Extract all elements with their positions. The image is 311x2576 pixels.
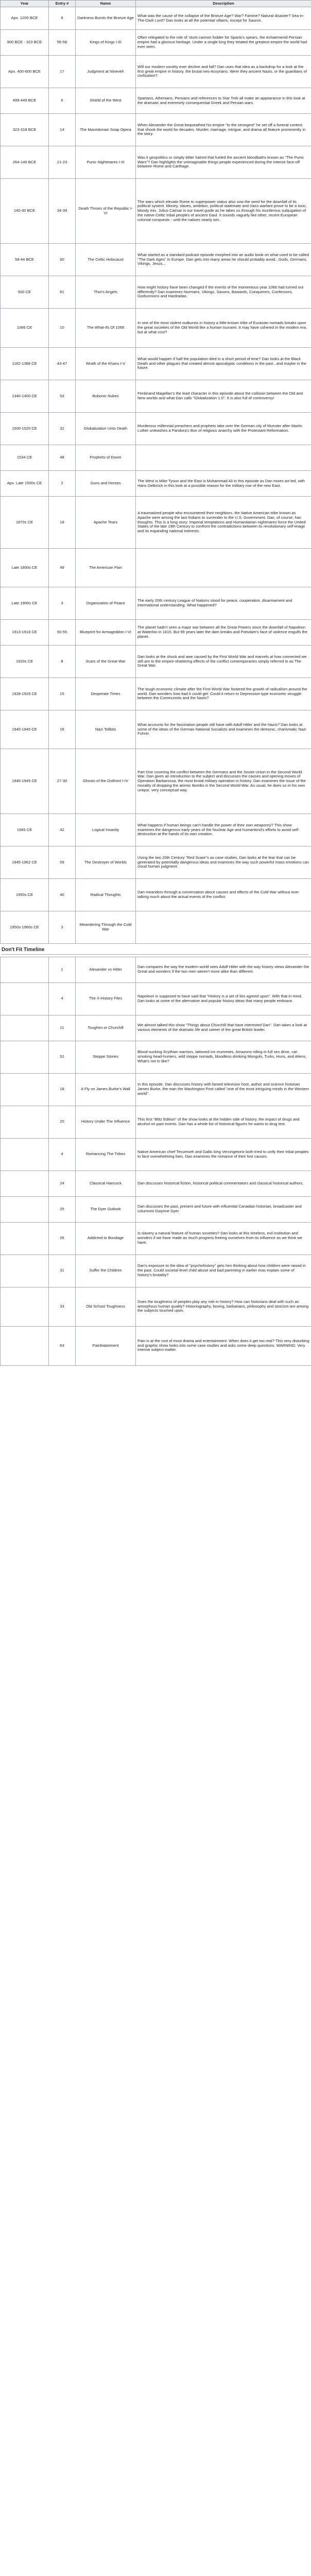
year-cell: 1950s-1960s CE: [1, 911, 49, 944]
table-row: [1, 957, 311, 982]
description-cell: What started as a standard podcast episode morphed into an audio book on what used to be called "The Dark Ages" in Europe. Dan gets into many areas he should probably avoid...Gods, Germans, Vikings, Jesus...: [136, 244, 311, 276]
episode-name-cell: Wrath of the Khans I-V: [76, 348, 136, 380]
entry-number-cell: 3: [49, 587, 76, 620]
year-cell: 499-449 BCE: [1, 88, 49, 114]
episode-name-cell: The American Pain: [76, 549, 136, 587]
table-row: [1, 1106, 311, 1138]
year-cell: [1, 1326, 49, 1365]
description-cell: The planet hadn't seen a major war between all the Great Powers since the downfall of Napoleon at Waterloo in 1815. But 99 years later the dam breaks and Potsdam's face of violence engulfs the planet.: [136, 620, 311, 646]
description-cell: Was it geopolitics or simply bitter hatred that fueled the ancient bloodbaths known as "The Punic Wars"? Dan highlights the unimaginable things people experienced during the intense face-off between Rome and Carthage.: [136, 146, 311, 179]
year-cell: [1, 1196, 49, 1222]
description-cell: Spartans, Athenians, Persians and references to Star Trek all make an appearance in this look at the dramatic and extremely consequential Greek and Persian wars.: [136, 88, 311, 114]
section-heading-dont-fit: Don't Fit Timeline: [2, 947, 308, 955]
year-cell: 1945 CE: [1, 814, 49, 846]
description-cell: The early 20th century League of Nations stood for peace, cooperation, disarmament and international understanding. What happened?: [136, 587, 311, 620]
year-cell: 1928-1929 CE: [1, 678, 49, 710]
episode-name-cell: Prophets of Doom: [76, 445, 136, 471]
table-row: [1, 88, 311, 114]
year-cell: [1, 1041, 49, 1073]
description-cell: The West is Mike Tyson and the East is Muhammad Ali in this episode as Dan mixes art-led, with Hans Delbrück in this look at a possible reason for the military rise of the new East.: [136, 471, 311, 497]
table-row: [1, 114, 311, 146]
episode-name-cell: Judgment at Nineveh: [76, 56, 136, 88]
episode-name-cell: Guns and Horses: [76, 471, 136, 497]
description-cell: In this episode, Dan discusses history with famed television host, author and science historian James Burke, the man the Washington Post called "one of the most intriguing minds in the Western world".: [136, 1073, 311, 1106]
table-row: [1, 445, 311, 471]
entry-number-cell: 63: [49, 1326, 76, 1365]
column-header-entry: Entry #: [49, 1, 76, 7]
description-cell: Blood-sucking Scythian warriors, tattooed ice mummies, Amazons riding in full sex drive, cat-smoking head-hunters, wild steppe nomads, bloodless drinking Mongols, Turks, Huns, and Aliens. What's not to like?: [136, 1041, 311, 1073]
description-cell: Murderous millennial preachers and prophets take over the German city of Munster after Martin Luther unleashes a Pandora's Box of religious anarchy with the Protestant Reformation.: [136, 413, 311, 445]
entry-number-cell: 31: [49, 1255, 76, 1287]
description-cell: Ferdinand Magellan's the lead character in this episode about the collision between the Old and New worlds and what Dan calls "Globalization 1.0". It is also full of controversy!: [136, 380, 311, 413]
episode-name-cell: A Fly on James Burke's Wall: [76, 1073, 136, 1106]
year-cell: 900 BCE - 323 BCE: [1, 30, 49, 56]
entry-number-cell: 21-23: [49, 146, 76, 179]
year-cell: 1066 CE: [1, 309, 49, 348]
entry-number-cell: 24: [49, 1171, 76, 1196]
entry-number-cell: 14: [49, 114, 76, 146]
entry-number-cell: 25: [49, 1196, 76, 1222]
entry-number-cell: 61: [49, 276, 76, 309]
year-cell: Apx. 400-600 BCE: [1, 56, 49, 88]
year-cell: 1950s CE: [1, 879, 49, 911]
entry-number-cell: 15: [49, 678, 76, 710]
year-cell: 500 CE: [1, 276, 49, 309]
table-row: [1, 846, 311, 879]
table-row: [1, 146, 311, 179]
entry-number-cell: 50-55: [49, 620, 76, 646]
entry-number-cell: 17: [49, 56, 76, 88]
episode-name-cell: History Under The Influence: [76, 1106, 136, 1138]
entry-number-cell: 6: [49, 88, 76, 114]
description-cell: We almost talked this show "Things about Churchill that have interested Dan". Dan takes a look at various elements of the dramatic life and career of the great British leader.: [136, 1015, 311, 1041]
table-row: [1, 710, 311, 749]
year-cell: 1920s CE: [1, 646, 49, 678]
episode-name-cell: Ghosts of the Ostfront I-IV: [76, 749, 136, 814]
column-header-description: Description: [136, 1, 311, 7]
entry-number-cell: 60: [49, 244, 76, 276]
table-row: [1, 30, 311, 56]
table-row: [1, 620, 311, 646]
entry-number-cell: 4: [49, 1138, 76, 1171]
episode-name-cell: Desperate Times: [76, 678, 136, 710]
entry-number-cell: 9: [49, 7, 76, 30]
episode-name-cell: Scars of the Great War: [76, 646, 136, 678]
table-row: [1, 911, 311, 944]
episode-name-cell: Blueprint for Armageddon I-VI: [76, 620, 136, 646]
episode-name-cell: Classical Hancock: [76, 1171, 136, 1196]
entry-number-cell: 43-47: [49, 348, 76, 380]
description-cell: The wars which elevate Rome to superpower status also sow the seed for the downfall of its political system. Money, slaves, ambition, political stalemate and class warfare prove to be a toxic, bloody mix. Julius Caesar is our travel guide as he takes us through his murderous subjugation of the native Celtic tribal peoples of ancient Gaul. It sounds vaguely like other, recent European colonial conquests - until the natives nearly win.: [136, 179, 311, 244]
episode-name-cell: The X-History Files: [76, 982, 136, 1015]
table-row: [1, 471, 311, 497]
entry-number-cell: 16: [49, 710, 76, 749]
table-row: [1, 1255, 311, 1287]
column-header-name: Name: [76, 1, 136, 7]
entry-number-cell: 56-58: [49, 30, 76, 56]
table-row: [1, 587, 311, 620]
table-header-row: [1, 1, 311, 7]
description-cell: Dan discusses the past, present and future with influential Canadian historian, broadcaster and columnist Gwynne Dyer.: [136, 1196, 311, 1222]
entry-number-cell: 26: [49, 1222, 76, 1255]
year-cell: 58-44 BCE: [1, 244, 49, 276]
column-header-year: Year: [1, 1, 49, 7]
table-row: [1, 7, 311, 30]
episode-name-cell: The Dyer Outlook: [76, 1196, 136, 1222]
table-row: [1, 56, 311, 88]
year-cell: Apx. 1200 BCE: [1, 7, 49, 30]
episode-name-cell: Kings of Kings I-III: [76, 30, 136, 56]
description-cell: Is slavery a natural feature of human societies? Dan looks at this timeless, evil institution and wonders if we have made as much progress freeing ourselves from its influence as we think we have.: [136, 1222, 311, 1255]
year-cell: 140-30 BCE: [1, 179, 49, 244]
episode-name-cell: The Celtic Holocaust: [76, 244, 136, 276]
description-cell: Dan's exposure to the idea of "psychohistory" gets him thinking about how children were raised in the past. Could societal-level child abuse and bad parenting in earlier eras explain some of history's brutality?: [136, 1255, 311, 1287]
table-row: [1, 1222, 311, 1255]
description-cell: When Alexander the Great bequeathed his empire "to the strongest" he set off a funeral contest that shook the world for decades. Murder, marriage, intrigue, and drama all feature prominently in the story.: [136, 114, 311, 146]
description-cell: Part One covering the conflict between the Germans and the Soviet Union in the Second World War. Dan gives an introduction to the subject and discusses the causes and opening moves of Operation Barbarossa, the most brutal military operation in history. Dan examines the issue of the morality of dropping the atomic Bombs in the Second World War. As usual, he does so in his own unique, very conceptual way.: [136, 749, 311, 814]
episode-name-cell: Nazi Tollbits: [76, 710, 136, 749]
year-cell: [1, 1222, 49, 1255]
year-cell: Late 1900s CE: [1, 587, 49, 620]
entry-number-cell: 19: [49, 497, 76, 549]
episode-name-cell: Thor's Angels: [76, 276, 136, 309]
episode-name-cell: Darkness Bursts the Bronze Age: [76, 7, 136, 30]
year-cell: [1, 1106, 49, 1138]
description-cell: Dan meanders through a conversation about causes and effects of the Cold War without ever talking much about the actual events of the conflict.: [136, 879, 311, 911]
table-row: [1, 646, 311, 678]
episode-name-cell: The Destroyer of Worlds: [76, 846, 136, 879]
description-cell: Often relegated to the role of 'stunt cannon fodder for Sparta's spears, the Achaemenid Persian empire had a glorious heritage. Under a single king they treated the greatest empire the world had ever seen.: [136, 30, 311, 56]
table-row: [1, 1171, 311, 1196]
year-cell: 1940-1945 CE: [1, 710, 49, 749]
description-cell: Dan discusses historical fiction, historical political commentators and classical historical authors.: [136, 1171, 311, 1196]
episode-name-cell: Shield of the West: [76, 88, 136, 114]
year-cell: [1, 1015, 49, 1041]
episode-name-cell: Apache Tears: [76, 497, 136, 549]
year-cell: [1, 1287, 49, 1326]
entry-number-cell: 1: [49, 957, 76, 982]
table-row: [1, 179, 311, 244]
year-cell: 1500-1520 CE: [1, 413, 49, 445]
table-row: [1, 1041, 311, 1073]
table-row: [1, 348, 311, 380]
description-cell: A traumatized people who encountered their neighbors, the Native American tribe known as Apache were among the last Indians to surrender to the U.S. Government. Dan, of course, has thoughts. This is a long story: Imperial temptations and Humanitarian nightmares force the United States of the late 19th Century to confront the contradictions between its revolutionary self-image and its expanding national interests.: [136, 497, 311, 549]
entry-number-cell: 11: [49, 1015, 76, 1041]
episode-name-cell: Suffer the Children: [76, 1255, 136, 1287]
entry-number-cell: 59: [49, 846, 76, 879]
table-row: [1, 1073, 311, 1106]
description-cell: What would happen if half the population died in a short period of time? Dan looks at the Black Death and other plagues that created almost apocalyptic conditions in the past...and maybe in the future.: [136, 348, 311, 380]
entry-number-cell: 4: [49, 982, 76, 1015]
episode-name-cell: Alexander vs Hitler: [76, 957, 136, 982]
year-cell: [1, 982, 49, 1015]
description-cell: [136, 445, 311, 471]
table-row: [1, 497, 311, 549]
entry-number-cell: 49: [49, 549, 76, 587]
entry-number-cell: 8: [49, 646, 76, 678]
description-cell: How might history have been changed if the events of the momentous year 1066 had turned out differently? Dan examines Normans, Vikings, Saxons, Bastards, Conquerers, Confessors, Godsonsons and Hardradas.: [136, 276, 311, 309]
table-row: [1, 814, 311, 846]
entry-number-cell: 53: [49, 380, 76, 413]
description-cell: Will our modern society ever decline and fall? Dan uses that idea as a backdrop for a look at the first great empire in history, the brutal neo-Assyrians. Were they ancient Nazis, or the guardians of civilization?: [136, 56, 311, 88]
description-cell: What accounts for the fascination people still have with Adolf Hitler and the Nazis? Dan looks at some of the ideas of the German National Socialists and examines the demonic, charismatic Nazi Fuhrer.: [136, 710, 311, 749]
episode-name-cell: The Macedonian Soap Opera: [76, 114, 136, 146]
entry-number-cell: 34-39: [49, 179, 76, 244]
table-row: [1, 1138, 311, 1171]
entry-number-cell: 3: [49, 911, 76, 944]
description-cell: Napoleon is supposed to have said that "History is a set of lies agreed upon". With that in mind, Dan looks at some of the alternative and popular history ideas that many people embrace.: [136, 982, 311, 1015]
dont-fit-table: [0, 957, 311, 1366]
table-row: [1, 879, 311, 911]
year-cell: 1913-1918 CE: [1, 620, 49, 646]
year-cell: Apx. Late 1500s CE: [1, 471, 49, 497]
episode-name-cell: Romancing The Tribes: [76, 1138, 136, 1171]
year-cell: 323-318 BCE: [1, 114, 49, 146]
main-timeline-table: [0, 0, 311, 944]
entry-number-cell: 18: [49, 1073, 76, 1106]
entry-number-cell: 2: [49, 471, 76, 497]
episode-name-cell: Radical Thoughts: [76, 879, 136, 911]
episode-name-cell: Logical Insanity: [76, 814, 136, 846]
year-cell: [1, 1073, 49, 1106]
table-row: [1, 309, 311, 348]
episode-name-cell: Bubonic Nukes: [76, 380, 136, 413]
episode-name-cell: Old School Toughness: [76, 1287, 136, 1326]
description-cell: Using the two 20th Century "Red Scare"s as case studies, Dan looks at the fear that can be generated by potentially dangerous ideas and examines the way such powerful mass emotions can cloud human judgment.: [136, 846, 311, 879]
entry-number-cell: 27-30: [49, 749, 76, 814]
entry-number-cell: 42: [49, 814, 76, 846]
table-row: [1, 276, 311, 309]
table-row: [1, 1326, 311, 1365]
entry-number-cell: 33: [49, 1287, 76, 1326]
description-cell: [136, 911, 311, 944]
entry-number-cell: 40: [49, 879, 76, 911]
description-cell: Native American chief Tecumseh and Gallic king Vercingetorix both tried to unify their tribal peoples to face overwhelming foes. Dan examines the romance of their lost causes.: [136, 1138, 311, 1171]
episode-name-cell: Meandering Through the Cold War: [76, 911, 136, 944]
entry-number-cell: 32: [49, 413, 76, 445]
table-row: [1, 982, 311, 1015]
episode-name-cell: Punic Nightmares I-III: [76, 146, 136, 179]
description-cell: What was the cause of the collapse of the Bronze Age? War? Famine? Natural disaster? Sea-in-The-Dark Lord? Dan looks at all the potential villains, except for Sauron.: [136, 7, 311, 30]
year-cell: [1, 957, 49, 982]
year-cell: 1940-1945 CE: [1, 749, 49, 814]
year-cell: 1534 CE: [1, 445, 49, 471]
entry-number-cell: 52: [49, 1041, 76, 1073]
description-cell: This first "Blitz Edition" of the show looks at the hidden side of history, the impact of drugs and alcohol on past events. Dan has a whole list of historical figures he wants to drug test.: [136, 1106, 311, 1138]
description-cell: In one of the most violent outbursts in history a little-known tribe of Eurasian nomads breaks upon the great societies of the Old World like a human tsunami. It may have ushered in the modern era, but at what cost?: [136, 309, 311, 348]
episode-name-cell: Organization of Peace: [76, 587, 136, 620]
table-row: [1, 749, 311, 814]
description-cell: [136, 549, 311, 587]
entry-number-cell: 10: [49, 309, 76, 348]
entry-number-cell: 20: [49, 1106, 76, 1138]
description-cell: The tough economic climate after the First World War fostered the growth of radicalism around the world. Dan wonders how bad it could get: Could it return to Depression-type economic struggle between the Communists and the Nazis?: [136, 678, 311, 710]
year-cell: [1, 1171, 49, 1196]
description-cell: Dan looks at the shock and awe caused by the First World War and marvels at how connected we still are to the empire-shattering effects of the conflict contemporaries simply referred to as The Great War.: [136, 646, 311, 678]
episode-name-cell: Steppe Stories: [76, 1041, 136, 1073]
table-row: [1, 413, 311, 445]
year-cell: [1, 1138, 49, 1171]
year-cell: 1870s CE: [1, 497, 49, 549]
table-row: [1, 244, 311, 276]
description-cell: Pain is at the root of most drama and entertainment. When does it get too real? This very disturbing and graphic show looks into some case studies and asks some deep questions. WARNING: Very intense subject matter.: [136, 1326, 311, 1365]
year-cell: [1, 1255, 49, 1287]
year-cell: 1162-1368 CE: [1, 348, 49, 380]
entry-number-cell: 48: [49, 445, 76, 471]
episode-name-cell: Globalization Unto Death: [76, 413, 136, 445]
episode-name-cell: Painfotainment: [76, 1326, 136, 1365]
description-cell: What happens if human beings can't handle the power of their own weaponry? This show examines the dangerous early years of the Nuclear Age and humankind's efforts to avoid self-destruction at the hands of its own creation.: [136, 814, 311, 846]
table-row: [1, 1015, 311, 1041]
table-row: [1, 1287, 311, 1326]
table-row: [1, 380, 311, 413]
table-row: [1, 549, 311, 587]
year-cell: Late 1800s CE: [1, 549, 49, 587]
year-cell: 264-146 BCE: [1, 146, 49, 179]
year-cell: 1945-1962 CE: [1, 846, 49, 879]
episode-name-cell: Addicted to Bondage: [76, 1222, 136, 1255]
episode-name-cell: Death Throes of the Republic I-VI: [76, 179, 136, 244]
description-cell: Does the toughness of peoples play any role in history? How can historians deal with such an amorphous human quality? Historiography, boxing, barbarians, philosophy and stoicism are among the subjects touched upon.: [136, 1287, 311, 1326]
year-cell: 1340-1400 CE: [1, 380, 49, 413]
table-row: [1, 1196, 311, 1222]
description-cell: Dan compares the way the modern world sees Adolf Hitler with the way history views Alexander the Great and wonders if the two men weren't more alike than different.: [136, 957, 311, 982]
episode-name-cell: Toughen or Churchill: [76, 1015, 136, 1041]
table-row: [1, 678, 311, 710]
episode-name-cell: The What-Ifs Of 1066: [76, 309, 136, 348]
